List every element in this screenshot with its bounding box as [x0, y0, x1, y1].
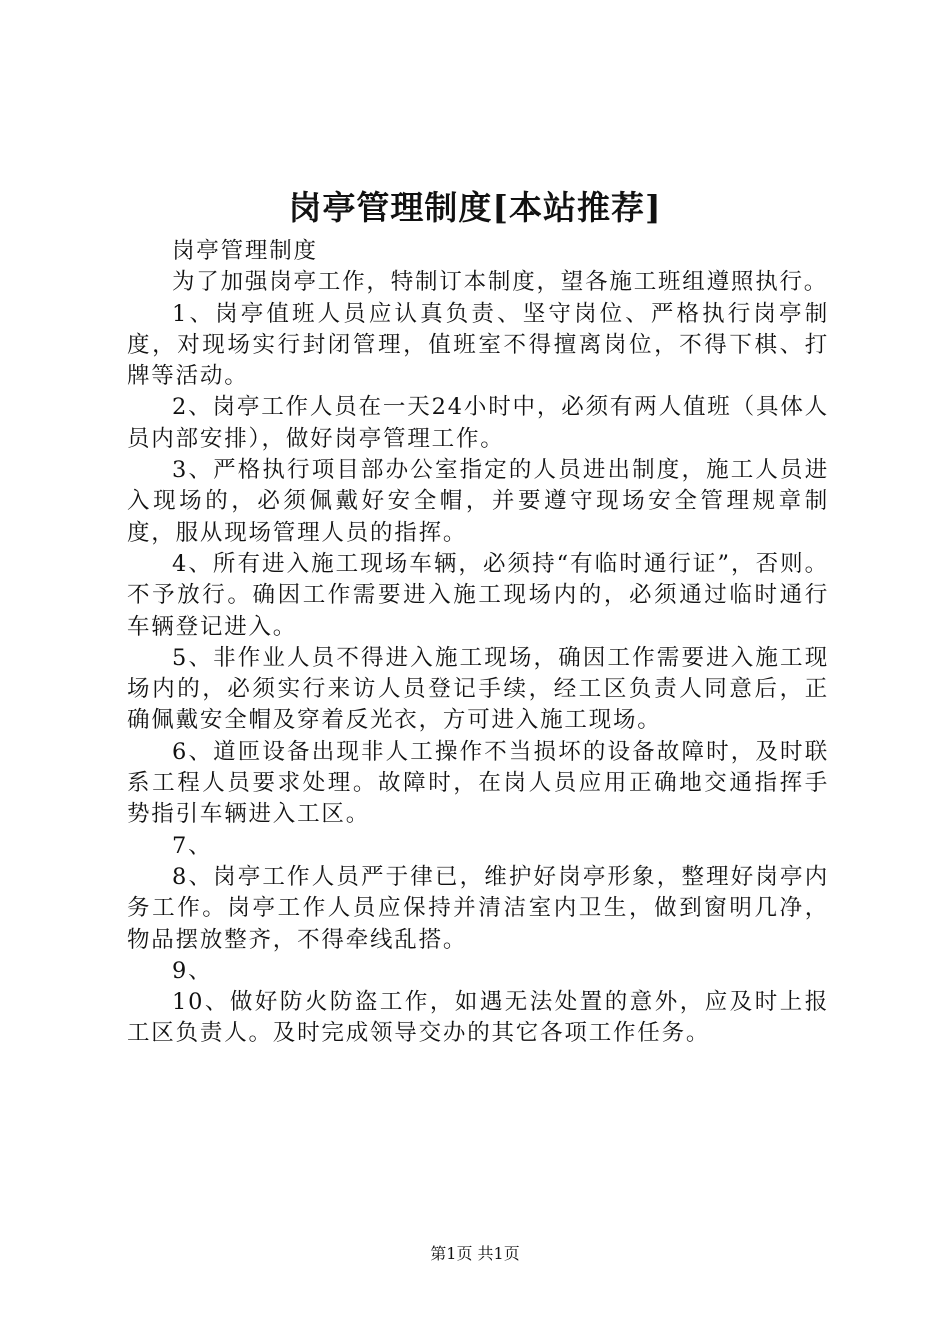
paragraph-item-7: 7、: [172, 832, 213, 859]
paragraph-item-9: 9、: [172, 957, 213, 984]
paragraph-item-4: 4、所有进入施工现场车辆，必须持“有临时通行证”，否则。不予放行。确因工作需要进入施工现场内的，必须通过临时通行车辆登记进入。: [127, 550, 829, 640]
paragraph-item-3: 3、严格执行项目部办公室指定的人员进出制度，施工人员进入现场的，必须佩戴好安全帽，并要遵守现场安全管理规章制度，服从现场管理人员的指挥。: [127, 457, 829, 546]
paragraph-item-1: 1、岗亭值班人员应认真负责、坚守岗位、严格执行岗亭制度，对现场实行封闭管理，值班室不得擅离岗位，不得下棋、打牌等活动。: [127, 300, 829, 390]
paragraph-item-2: 2、岗亭工作人员在一天24小时中，必须有两人值班（具体人员内部安排），做好岗亭管理工作。: [127, 394, 829, 452]
paragraph-item-5: 5、非作业人员不得进入施工现场，确因工作需要进入施工现场内的，必须实行来访人员登记手续，经工区负责人同意后，正确佩戴安全帽及穿着反光衣，方可进入施工现场。: [127, 644, 829, 734]
page-footer: 第1页 共1页: [430, 1244, 520, 1263]
document-body: [127, 236, 829, 1050]
paragraph-item-6: 6、道匝设备出现非人工操作不当损坏的设备故障时，及时联系工程人员要求处理。故障时，在岗人员应用正确地交通指挥手势指引车辆进入工区。: [127, 738, 829, 828]
paragraph-item-10: 10、做好防火防盗工作，如遇无法处置的意外，应及时上报工区负责人。及时完成领导交办的其它各项工作任务。: [127, 989, 829, 1047]
paragraph-heading: 岗亭管理制度: [172, 238, 318, 264]
paragraph-intro: 为了加强岗亭工作，特制订本制度，望各施工班组遵照执行。: [172, 269, 829, 296]
paragraph-item-8: 8、岗亭工作人员严于律已，维护好岗亭形象，整理好岗亭内务工作。岗亭工作人员应保持并清洁室内卫生，做到窗明几净，物品摆放整齐，不得牵线乱搭。: [127, 863, 829, 953]
document-title: 岗亭管理制度[本站推荐]: [288, 188, 662, 227]
